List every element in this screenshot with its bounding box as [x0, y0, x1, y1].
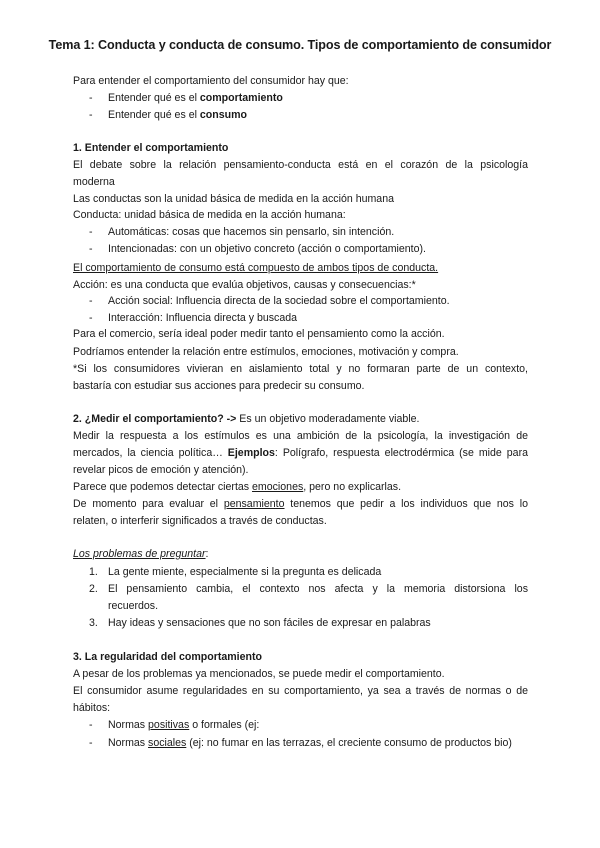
intro-item-1: Entender qué es el comportamiento [108, 92, 283, 104]
s2-line-2: mercados, la ciencia política… Ejemplos: Polígrafo, respuesta electrodérmica (se mide para [73, 447, 528, 459]
s3-bullet-1: Normas positivas o formales (ej: [108, 719, 260, 731]
s2-line-4: Parece que podemos detectar ciertas emociones, pero no explicarlas. [73, 481, 402, 493]
s3-bullet-2: Normas sociales (ej: no fumar en las terrazas, el creciente consumo de productos bio) [108, 737, 512, 749]
s2-line-3: revelar picos de emoción y atención). [73, 464, 249, 476]
s1-bullet-1: Automáticas: cosas que hacemos sin pensarlo, sin intención. [108, 226, 395, 238]
problem-2-text: El pensamiento cambia, el contexto nos afecta y la memoria distorsiona los [108, 583, 528, 595]
s3-line-2: El consumidor asume regularidades en su comportamiento, ya sea a través de normas o de [73, 685, 528, 697]
s1-bullet-3: Acción social: Influencia directa de la sociedad sobre el comportamiento. [108, 295, 450, 307]
problem-1-text: La gente miente, especialmente si la pregunta es delicada [108, 566, 382, 578]
bullet-dash: - [89, 92, 93, 104]
bullet-dash: - [89, 295, 93, 307]
problem-1-number: 1. [89, 566, 98, 578]
section-1-heading: 1. Entender el comportamiento [73, 142, 229, 154]
problem-2-text-cont: recuerdos. [108, 600, 159, 612]
s1-line-4: Conducta: unidad básica de medida en la acción humana: [73, 209, 346, 221]
bullet-dash: - [89, 226, 93, 238]
bullet-dash: - [89, 109, 93, 121]
intro-item-2: Entender qué es el consumo [108, 109, 247, 121]
s1-bullet-4: Interacción: Influencia directa y buscada [108, 312, 298, 324]
s1-line-10: bastaría con estudiar sus acciones para predecir su consumo. [73, 380, 365, 392]
problem-3-number: 3. [89, 617, 98, 629]
problems-heading: Los problemas de preguntar: [73, 548, 209, 560]
s1-bullet-2: Intencionadas: con un objetivo concreto (acción o comportamiento). [108, 243, 426, 255]
problem-2-number: 2. [89, 583, 98, 595]
s1-line-3: Las conductas son la unidad básica de medida en la acción humana [73, 193, 394, 205]
section-3-heading: 3. La regularidad del comportamiento [73, 651, 262, 663]
problem-3-text: Hay ideas y sensaciones que no son fáciles de expresar en palabras [108, 617, 431, 629]
s2-line-1: Medir la respuesta a los estímulos es una ambición de la psicología, la investigación de [73, 430, 528, 442]
s1-line-6: Acción: es una conducta que evalúa objetivos, causas y consecuencias:* [73, 279, 416, 291]
s2-line-6: relaten, o interferir significados a través de conductas. [73, 515, 327, 527]
s2-line-5: De momento para evaluar el pensamiento tenemos que pedir a los individuos que nos lo [73, 498, 528, 510]
s3-line-1: A pesar de los problemas ya mencionados, se puede medir el comportamiento. [73, 668, 445, 680]
s1-line-2: moderna [73, 176, 115, 188]
s1-line-7: Para el comercio, sería ideal poder medir tanto el pensamiento como la acción. [73, 328, 445, 340]
bullet-dash: - [89, 243, 93, 255]
bullet-dash: - [89, 737, 93, 749]
bullet-dash: - [89, 312, 93, 324]
s1-line-9: *Si los consumidores vivieran en aislamiento total y no formaran parte de un contexto, [73, 363, 528, 375]
section-2-heading: 2. ¿Medir el comportamiento? -> Es un objetivo moderadamente viable. [73, 413, 420, 425]
s1-line-5: El comportamiento de consumo está compuesto de ambos tipos de conducta. [73, 262, 439, 274]
s1-line-8: Podríamos entender la relación entre estímulos, emociones, motivación y compra. [73, 346, 459, 358]
intro-lead: Para entender el comportamiento del consumidor hay que: [73, 75, 349, 87]
s1-line-1: El debate sobre la relación pensamiento-conducta está en el corazón de la psicología [73, 159, 528, 171]
page-title: Tema 1: Conducta y conducta de consumo. Tipos de comportamiento de consumidor [48, 38, 552, 52]
bullet-dash: - [89, 719, 93, 731]
s3-line-3: hábitos: [73, 702, 111, 714]
